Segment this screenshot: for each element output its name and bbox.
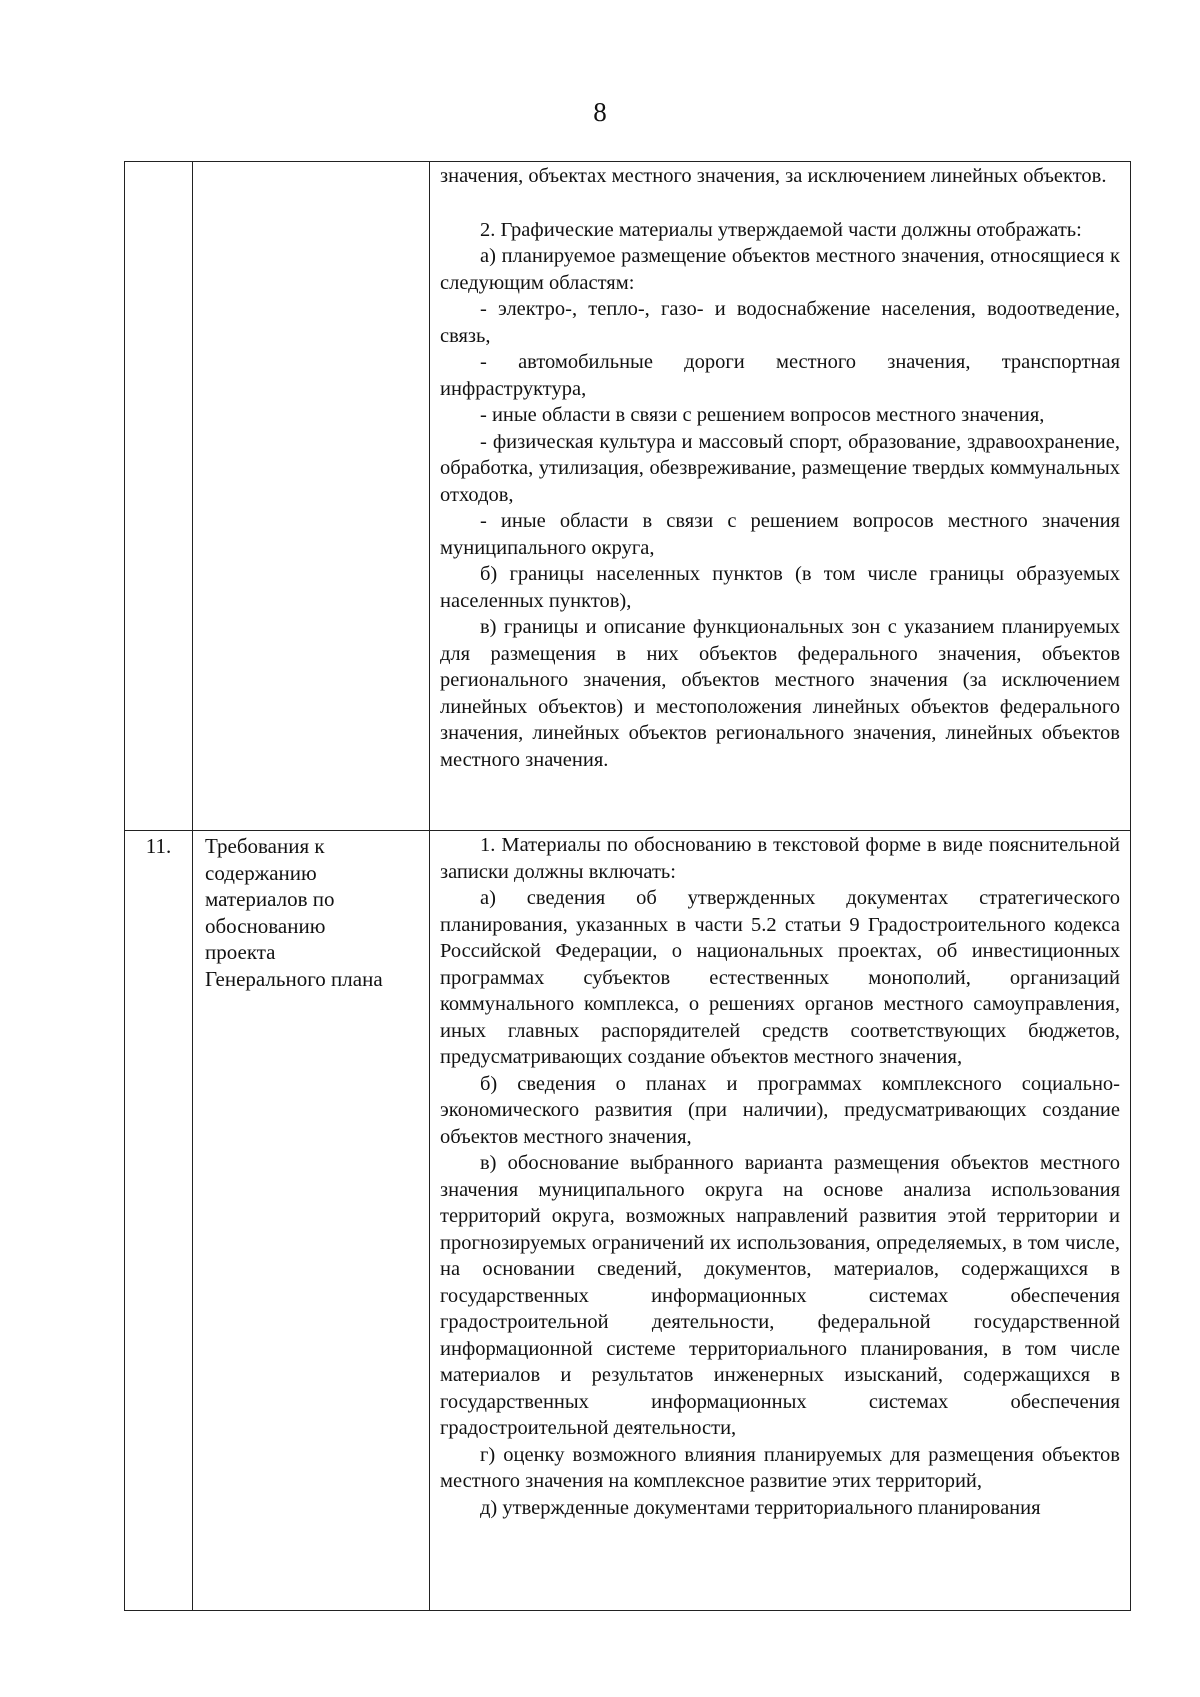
row-title-line: Требования к (205, 834, 325, 858)
row-title-cell (193, 162, 430, 831)
row-number-cell (125, 831, 193, 1611)
row-text-cell (430, 162, 1131, 831)
row-paragraph: - иные области в связи с решением вопросов местного значения, (480, 404, 1045, 426)
row-number: 11. (145, 834, 172, 858)
row-title-line: содержанию (205, 860, 317, 885)
row-text-cell (430, 831, 1131, 1611)
row-title-cell (193, 831, 430, 1611)
page-number: 8 (593, 97, 607, 127)
row-paragraph: - электро-, тепло-, газо- и водоснабжение населения, водоотведение, связь, (440, 298, 1120, 347)
row-paragraph: - иные области в связи с решением вопросов местного значения муниципального округа, (440, 510, 1120, 559)
row-number-cell (125, 162, 193, 831)
row-title-line: Генерального плана (205, 966, 383, 991)
row-paragraph: а) планируемое размещение объектов местного значения, относящиеся к следующим областям: (440, 245, 1120, 294)
row-title-line: обоснованию (205, 913, 326, 938)
row-paragraph: значения, объектах местного значения, за исключением линейных объектов. (440, 165, 1107, 187)
row-title-line: материалов по (205, 887, 335, 911)
row-paragraph: в) обоснование выбранного варианта размещения объектов местного значения муниципального округа на основе анализа использования территорий округа, возможных направлений развития этой территории и прогнозируемых ограничений их использования, определяемых, в том числе, на основании сведений, документов, материалов, содержащихся в государственных информационных системах обеспечения градостроительной деятельности, федеральной государственной информационной системе территориального планирования, в том числе материалов и результатов инженерных изысканий, содержащихся в государственных информационных системах обеспечения градостроительной деятельности, (440, 1152, 1120, 1439)
row-paragraph: в) границы и описание функциональных зон с указанием планируемых для размещения в них объектов федерального значения, объектов регионального значения, объектов местного значения (за исключением линейных объектов) и местоположения линейных объектов федерального значения, линейных объектов регионального значения, линейных объектов местного значения. (440, 616, 1120, 771)
row-paragraph: 2. Графические материалы утверждаемой части должны отображать: (480, 218, 1082, 241)
row-paragraph: 1. Материалы по обоснованию в текстовой форме в виде пояснительной записки должны включать: (440, 834, 1120, 883)
row-paragraph: б) сведения о планах и программах комплексного социально-экономического развития (при наличии), предусматривающих создание объектов местного значения, (440, 1072, 1120, 1148)
row-paragraph: - физическая культура и массовый спорт, образование, здравоохранение, обработка, утилизация, обезвреживание, размещение твердых коммунальных отходов, (440, 430, 1120, 506)
table-row (125, 831, 1131, 1611)
row-paragraph: а) сведения об утвержденных документах стратегического планирования, указанных в части 5.2 статьи 9 Градостроительного кодекса Российской Федерации, о национальных проектах, об инвестиционных программах субъектов естественных монополий, организаций коммунального комплекса, о решениях органов местного самоуправления, иных главных распорядителей средств соответствующих бюджетов, предусматривающих создание объектов местного значения, (440, 887, 1120, 1068)
row-paragraph: - автомобильные дороги местного значения, транспортная инфраструктура, (440, 351, 1120, 400)
table-row (125, 162, 1131, 831)
row-paragraph: д) утвержденные документами территориального планирования (480, 1496, 1041, 1519)
row-paragraph: г) оценку возможного влияния планируемых для размещения объектов местного значения на комплексное развитие этих территорий, (440, 1443, 1120, 1492)
row-paragraph: б) границы населенных пунктов (в том числе границы образуемых населенных пунктов), (440, 563, 1120, 612)
requirements-table (124, 161, 1131, 1611)
row-title-line: проекта (205, 940, 276, 964)
